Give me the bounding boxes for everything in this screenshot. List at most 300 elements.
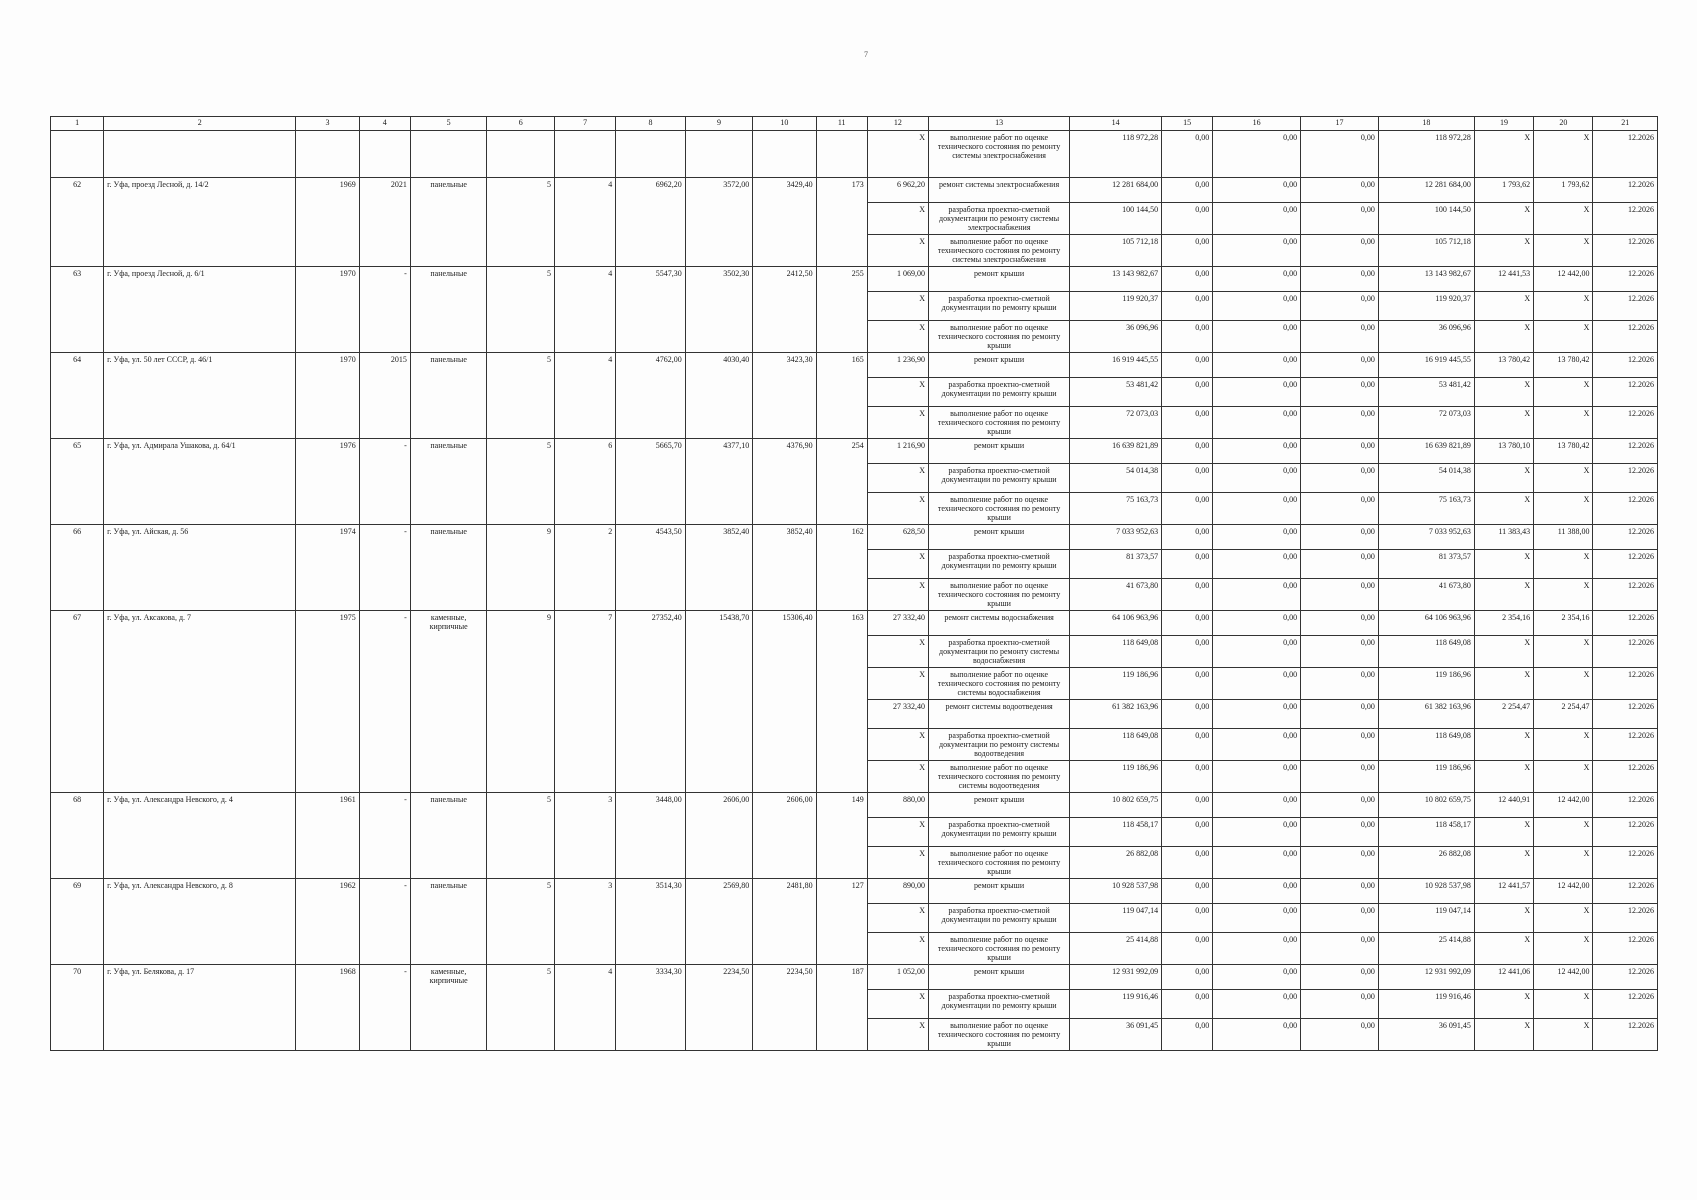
total-cost-cell: 100 144,50 — [1070, 203, 1162, 235]
work-type-cell: выполнение работ по оценке технического состояния по ремонту крыши — [929, 847, 1070, 879]
unit-cost-limit-cell: X — [1534, 321, 1593, 353]
residential-area-cell: 2606,00 — [753, 793, 816, 879]
unit-cost-limit-cell: X — [1534, 729, 1593, 761]
municipal-cell: 0,00 — [1301, 203, 1379, 235]
unit-cost-limit-cell: X — [1534, 292, 1593, 321]
fund-cell: 0,00 — [1162, 267, 1213, 292]
fund-cell: 0,00 — [1162, 407, 1213, 439]
table-row — [51, 879, 1658, 904]
total-cost-cell: 53 481,42 — [1070, 378, 1162, 407]
unit-cost-limit-cell: X — [1534, 636, 1593, 668]
total-area-cell: 5665,70 — [616, 439, 686, 525]
table-row — [51, 525, 1658, 550]
wall-material-cell: панельные — [410, 353, 487, 439]
address-cell: г. Уфа, ул. Айская, д. 56 — [104, 525, 296, 611]
row-number-cell: 70 — [51, 965, 104, 1051]
work-type-cell: ремонт системы водоотведения — [929, 700, 1070, 729]
empty-cell — [359, 131, 410, 178]
floors-cell: 5 — [487, 965, 554, 1051]
fund-cell: 0,00 — [1162, 761, 1213, 793]
municipal-cell: 0,00 — [1301, 378, 1379, 407]
column-number-header: 20 — [1534, 117, 1593, 131]
premises-area-cell: 2234,50 — [685, 965, 752, 1051]
owners-funds-cell: 54 014,38 — [1378, 464, 1474, 493]
municipal-cell: 0,00 — [1301, 933, 1379, 965]
total-area-cell: 6962,20 — [616, 178, 686, 267]
unit-cost-limit-cell: 12 442,00 — [1534, 879, 1593, 904]
municipal-cell: 0,00 — [1301, 131, 1379, 178]
column-number-header: 9 — [685, 117, 752, 131]
column-number-header: 14 — [1070, 117, 1162, 131]
residents-cell: 255 — [816, 267, 867, 353]
work-volume-cell: X — [867, 668, 928, 700]
premises-area-cell: 15438,70 — [685, 611, 752, 793]
premises-area-cell: 4030,40 — [685, 353, 752, 439]
municipal-cell: 0,00 — [1301, 847, 1379, 879]
work-volume-cell: X — [867, 464, 928, 493]
total-cost-cell: 13 143 982,67 — [1070, 267, 1162, 292]
work-volume-cell: X — [867, 579, 928, 611]
column-number-header: 10 — [753, 117, 816, 131]
budget-cell: 0,00 — [1213, 267, 1301, 292]
row-number-cell: 63 — [51, 267, 104, 353]
total-area-cell: 3334,30 — [616, 965, 686, 1051]
column-number-header: 6 — [487, 117, 554, 131]
column-number-row — [51, 117, 1658, 131]
work-volume-cell: 1 236,90 — [867, 353, 928, 378]
address-cell: г. Уфа, ул. Белякова, д. 17 — [104, 965, 296, 1051]
unit-cost-cell: X — [1474, 378, 1533, 407]
owners-funds-cell: 16 639 821,89 — [1378, 439, 1474, 464]
column-number-header: 3 — [296, 117, 359, 131]
column-number-header: 4 — [359, 117, 410, 131]
total-cost-cell: 36 096,96 — [1070, 321, 1162, 353]
work-volume-cell: X — [867, 1019, 928, 1051]
last-repair-year-cell: - — [359, 267, 410, 353]
residential-area-cell: 4376,90 — [753, 439, 816, 525]
work-type-cell: разработка проектно-сметной документации по ремонту крыши — [929, 292, 1070, 321]
fund-cell: 0,00 — [1162, 203, 1213, 235]
unit-cost-cell: 12 441,53 — [1474, 267, 1533, 292]
entrances-cell: 4 — [554, 965, 615, 1051]
deadline-cell: 12.2026 — [1593, 292, 1658, 321]
build-year-cell: 1968 — [296, 965, 359, 1051]
address-cell: г. Уфа, ул. Александра Невского, д. 8 — [104, 879, 296, 965]
work-volume-cell: X — [867, 818, 928, 847]
budget-cell: 0,00 — [1213, 493, 1301, 525]
residents-cell: 163 — [816, 611, 867, 793]
owners-funds-cell: 10 928 537,98 — [1378, 879, 1474, 904]
unit-cost-cell: 13 780,42 — [1474, 353, 1533, 378]
fund-cell: 0,00 — [1162, 439, 1213, 464]
municipal-cell: 0,00 — [1301, 267, 1379, 292]
residents-cell: 254 — [816, 439, 867, 525]
work-volume-cell: X — [867, 493, 928, 525]
wall-material-cell: панельные — [410, 267, 487, 353]
work-type-cell: ремонт крыши — [929, 525, 1070, 550]
work-type-cell: разработка проектно-сметной документации по ремонту крыши — [929, 904, 1070, 933]
fund-cell: 0,00 — [1162, 904, 1213, 933]
total-cost-cell: 118 972,28 — [1070, 131, 1162, 178]
deadline-cell: 12.2026 — [1593, 990, 1658, 1019]
entrances-cell: 4 — [554, 178, 615, 267]
total-cost-cell: 41 673,80 — [1070, 579, 1162, 611]
work-type-cell: разработка проектно-сметной документации по ремонту крыши — [929, 818, 1070, 847]
budget-cell: 0,00 — [1213, 1019, 1301, 1051]
work-type-cell: ремонт крыши — [929, 793, 1070, 818]
deadline-cell: 12.2026 — [1593, 550, 1658, 579]
row-number-cell: 65 — [51, 439, 104, 525]
premises-area-cell: 3852,40 — [685, 525, 752, 611]
municipal-cell: 0,00 — [1301, 464, 1379, 493]
deadline-cell: 12.2026 — [1593, 818, 1658, 847]
total-area-cell: 4543,50 — [616, 525, 686, 611]
work-volume-cell: X — [867, 729, 928, 761]
unit-cost-limit-cell: 11 388,00 — [1534, 525, 1593, 550]
column-number-header: 11 — [816, 117, 867, 131]
residents-cell: 127 — [816, 879, 867, 965]
budget-cell: 0,00 — [1213, 321, 1301, 353]
municipal-cell: 0,00 — [1301, 761, 1379, 793]
work-volume-cell: 628,50 — [867, 525, 928, 550]
work-type-cell: ремонт системы электроснабжения — [929, 178, 1070, 203]
work-volume-cell: X — [867, 321, 928, 353]
floors-cell: 5 — [487, 267, 554, 353]
total-cost-cell: 118 458,17 — [1070, 818, 1162, 847]
municipal-cell: 0,00 — [1301, 729, 1379, 761]
municipal-cell: 0,00 — [1301, 611, 1379, 636]
budget-cell: 0,00 — [1213, 353, 1301, 378]
budget-cell: 0,00 — [1213, 793, 1301, 818]
budget-cell: 0,00 — [1213, 611, 1301, 636]
table-row — [51, 439, 1658, 464]
fund-cell: 0,00 — [1162, 933, 1213, 965]
unit-cost-cell: X — [1474, 636, 1533, 668]
total-cost-cell: 72 073,03 — [1070, 407, 1162, 439]
deadline-cell: 12.2026 — [1593, 636, 1658, 668]
table-row — [51, 267, 1658, 292]
unit-cost-limit-cell: 13 780,42 — [1534, 439, 1593, 464]
work-volume-cell: 1 216,90 — [867, 439, 928, 464]
owners-funds-cell: 119 186,96 — [1378, 668, 1474, 700]
owners-funds-cell: 118 458,17 — [1378, 818, 1474, 847]
unit-cost-limit-cell: X — [1534, 235, 1593, 267]
budget-cell: 0,00 — [1213, 235, 1301, 267]
address-cell: г. Уфа, ул. Аксакова, д. 7 — [104, 611, 296, 793]
work-volume-cell: X — [867, 203, 928, 235]
wall-material-cell: каменные, кирпичные — [410, 611, 487, 793]
deadline-cell: 12.2026 — [1593, 321, 1658, 353]
owners-funds-cell: 36 091,45 — [1378, 1019, 1474, 1051]
total-area-cell: 3448,00 — [616, 793, 686, 879]
column-number-header: 21 — [1593, 117, 1658, 131]
column-number-header: 12 — [867, 117, 928, 131]
residents-cell: 173 — [816, 178, 867, 267]
total-cost-cell: 64 106 963,96 — [1070, 611, 1162, 636]
deadline-cell: 12.2026 — [1593, 729, 1658, 761]
unit-cost-cell: X — [1474, 818, 1533, 847]
budget-cell: 0,00 — [1213, 579, 1301, 611]
work-volume-cell: X — [867, 407, 928, 439]
fund-cell: 0,00 — [1162, 178, 1213, 203]
owners-funds-cell: 118 649,08 — [1378, 636, 1474, 668]
fund-cell: 0,00 — [1162, 464, 1213, 493]
build-year-cell: 1962 — [296, 879, 359, 965]
owners-funds-cell: 61 382 163,96 — [1378, 700, 1474, 729]
deadline-cell: 12.2026 — [1593, 203, 1658, 235]
deadline-cell: 12.2026 — [1593, 668, 1658, 700]
work-type-cell: выполнение работ по оценке технического состояния по ремонту системы электроснабжения — [929, 235, 1070, 267]
budget-cell: 0,00 — [1213, 904, 1301, 933]
build-year-cell: 1975 — [296, 611, 359, 793]
column-number-header: 8 — [616, 117, 686, 131]
municipal-cell: 0,00 — [1301, 904, 1379, 933]
address-cell: г. Уфа, проезд Лесной, д. 14/2 — [104, 178, 296, 267]
unit-cost-limit-cell: X — [1534, 818, 1593, 847]
budget-cell: 0,00 — [1213, 378, 1301, 407]
fund-cell: 0,00 — [1162, 965, 1213, 990]
fund-cell: 0,00 — [1162, 321, 1213, 353]
work-volume-cell: X — [867, 550, 928, 579]
entrances-cell: 4 — [554, 267, 615, 353]
owners-funds-cell: 119 047,14 — [1378, 904, 1474, 933]
unit-cost-cell: X — [1474, 493, 1533, 525]
total-area-cell: 27352,40 — [616, 611, 686, 793]
unit-cost-cell: X — [1474, 292, 1533, 321]
empty-cell — [410, 131, 487, 178]
deadline-cell: 12.2026 — [1593, 493, 1658, 525]
work-type-cell: ремонт крыши — [929, 353, 1070, 378]
wall-material-cell: панельные — [410, 525, 487, 611]
unit-cost-cell: X — [1474, 847, 1533, 879]
unit-cost-cell: X — [1474, 321, 1533, 353]
municipal-cell: 0,00 — [1301, 700, 1379, 729]
total-area-cell: 5547,30 — [616, 267, 686, 353]
unit-cost-limit-cell: 12 442,00 — [1534, 965, 1593, 990]
column-number-header: 18 — [1378, 117, 1474, 131]
empty-cell — [816, 131, 867, 178]
unit-cost-limit-cell: X — [1534, 550, 1593, 579]
column-number-header: 1 — [51, 117, 104, 131]
page-number: 7 — [864, 50, 868, 59]
unit-cost-limit-cell: X — [1534, 493, 1593, 525]
unit-cost-cell: 1 793,62 — [1474, 178, 1533, 203]
deadline-cell: 12.2026 — [1593, 700, 1658, 729]
unit-cost-cell: 13 780,10 — [1474, 439, 1533, 464]
budget-cell: 0,00 — [1213, 990, 1301, 1019]
build-year-cell: 1961 — [296, 793, 359, 879]
work-type-cell: разработка проектно-сметной документации по ремонту крыши — [929, 990, 1070, 1019]
unit-cost-limit-cell: X — [1534, 1019, 1593, 1051]
work-type-cell: разработка проектно-сметной документации по ремонту системы водоснабжения — [929, 636, 1070, 668]
address-cell: г. Уфа, ул. Александра Невского, д. 4 — [104, 793, 296, 879]
unit-cost-cell: X — [1474, 550, 1533, 579]
empty-cell — [554, 131, 615, 178]
residents-cell: 162 — [816, 525, 867, 611]
municipal-cell: 0,00 — [1301, 990, 1379, 1019]
unit-cost-cell: 12 440,91 — [1474, 793, 1533, 818]
total-cost-cell: 75 163,73 — [1070, 493, 1162, 525]
wall-material-cell: каменные, кирпичные — [410, 965, 487, 1051]
work-volume-cell: X — [867, 292, 928, 321]
municipal-cell: 0,00 — [1301, 178, 1379, 203]
entrances-cell: 2 — [554, 525, 615, 611]
deadline-cell: 12.2026 — [1593, 525, 1658, 550]
work-volume-cell: X — [867, 235, 928, 267]
row-number-cell: 67 — [51, 611, 104, 793]
premises-area-cell: 2569,80 — [685, 879, 752, 965]
table-body — [51, 117, 1658, 1051]
empty-cell — [51, 131, 104, 178]
unit-cost-limit-cell: 13 780,42 — [1534, 353, 1593, 378]
work-type-cell: выполнение работ по оценке технического состояния по ремонту крыши — [929, 579, 1070, 611]
address-cell: г. Уфа, ул. Адмирала Ушакова, д. 64/1 — [104, 439, 296, 525]
column-number-header: 17 — [1301, 117, 1379, 131]
owners-funds-cell: 105 712,18 — [1378, 235, 1474, 267]
total-cost-cell: 118 649,08 — [1070, 636, 1162, 668]
unit-cost-cell: 2 354,16 — [1474, 611, 1533, 636]
work-type-cell: выполнение работ по оценке технического состояния по ремонту крыши — [929, 933, 1070, 965]
residents-cell: 187 — [816, 965, 867, 1051]
unit-cost-limit-cell: X — [1534, 579, 1593, 611]
total-cost-cell: 119 920,37 — [1070, 292, 1162, 321]
premises-area-cell: 4377,10 — [685, 439, 752, 525]
unit-cost-limit-cell: 12 442,00 — [1534, 267, 1593, 292]
entrances-cell: 3 — [554, 793, 615, 879]
total-cost-cell: 16 919 445,55 — [1070, 353, 1162, 378]
budget-cell: 0,00 — [1213, 525, 1301, 550]
municipal-cell: 0,00 — [1301, 321, 1379, 353]
address-cell: г. Уфа, ул. 50 лет СССР, д. 46/1 — [104, 353, 296, 439]
total-cost-cell: 119 047,14 — [1070, 904, 1162, 933]
row-number-cell: 68 — [51, 793, 104, 879]
build-year-cell: 1970 — [296, 353, 359, 439]
budget-cell: 0,00 — [1213, 636, 1301, 668]
budget-cell: 0,00 — [1213, 131, 1301, 178]
deadline-cell: 12.2026 — [1593, 965, 1658, 990]
budget-cell: 0,00 — [1213, 407, 1301, 439]
unit-cost-cell: X — [1474, 407, 1533, 439]
floors-cell: 9 — [487, 525, 554, 611]
entrances-cell: 3 — [554, 879, 615, 965]
deadline-cell: 12.2026 — [1593, 904, 1658, 933]
work-type-cell: выполнение работ по оценке технического состояния по ремонту крыши — [929, 493, 1070, 525]
fund-cell: 0,00 — [1162, 235, 1213, 267]
work-type-cell: выполнение работ по оценке технического состояния по ремонту системы электроснабжения — [929, 131, 1070, 178]
owners-funds-cell: 53 481,42 — [1378, 378, 1474, 407]
total-cost-cell: 105 712,18 — [1070, 235, 1162, 267]
fund-cell: 0,00 — [1162, 668, 1213, 700]
premises-area-cell: 3572,00 — [685, 178, 752, 267]
residential-area-cell: 2234,50 — [753, 965, 816, 1051]
table-row — [51, 611, 1658, 636]
unit-cost-cell: 12 441,57 — [1474, 879, 1533, 904]
owners-funds-cell: 12 281 684,00 — [1378, 178, 1474, 203]
fund-cell: 0,00 — [1162, 525, 1213, 550]
work-type-cell: ремонт крыши — [929, 879, 1070, 904]
unit-cost-cell: X — [1474, 729, 1533, 761]
fund-cell: 0,00 — [1162, 818, 1213, 847]
deadline-cell: 12.2026 — [1593, 1019, 1658, 1051]
municipal-cell: 0,00 — [1301, 525, 1379, 550]
owners-funds-cell: 16 919 445,55 — [1378, 353, 1474, 378]
unit-cost-cell: X — [1474, 990, 1533, 1019]
work-volume-cell: X — [867, 933, 928, 965]
owners-funds-cell: 118 649,08 — [1378, 729, 1474, 761]
work-type-cell: выполнение работ по оценке технического состояния по ремонту системы водоснабжения — [929, 668, 1070, 700]
work-volume-cell: X — [867, 990, 928, 1019]
owners-funds-cell: 10 802 659,75 — [1378, 793, 1474, 818]
unit-cost-cell: X — [1474, 904, 1533, 933]
build-year-cell: 1970 — [296, 267, 359, 353]
fund-cell: 0,00 — [1162, 700, 1213, 729]
municipal-cell: 0,00 — [1301, 579, 1379, 611]
budget-cell: 0,00 — [1213, 965, 1301, 990]
unit-cost-limit-cell: X — [1534, 378, 1593, 407]
budget-cell: 0,00 — [1213, 700, 1301, 729]
deadline-cell: 12.2026 — [1593, 407, 1658, 439]
fund-cell: 0,00 — [1162, 579, 1213, 611]
work-volume-cell: X — [867, 904, 928, 933]
work-type-cell: ремонт крыши — [929, 965, 1070, 990]
total-cost-cell: 119 916,46 — [1070, 990, 1162, 1019]
floors-cell: 5 — [487, 439, 554, 525]
wall-material-cell: панельные — [410, 793, 487, 879]
deadline-cell: 12.2026 — [1593, 579, 1658, 611]
total-cost-cell: 118 649,08 — [1070, 729, 1162, 761]
work-type-cell: разработка проектно-сметной документации по ремонту крыши — [929, 378, 1070, 407]
entrances-cell: 7 — [554, 611, 615, 793]
table-row — [51, 178, 1658, 203]
owners-funds-cell: 75 163,73 — [1378, 493, 1474, 525]
row-number-cell: 69 — [51, 879, 104, 965]
premises-area-cell: 3502,30 — [685, 267, 752, 353]
work-type-cell: выполнение работ по оценке технического состояния по ремонту крыши — [929, 321, 1070, 353]
fund-cell: 0,00 — [1162, 378, 1213, 407]
total-cost-cell: 16 639 821,89 — [1070, 439, 1162, 464]
fund-cell: 0,00 — [1162, 493, 1213, 525]
budget-cell: 0,00 — [1213, 668, 1301, 700]
residential-area-cell: 2481,80 — [753, 879, 816, 965]
municipal-cell: 0,00 — [1301, 439, 1379, 464]
column-number-header: 19 — [1474, 117, 1533, 131]
municipal-cell: 0,00 — [1301, 668, 1379, 700]
municipal-cell: 0,00 — [1301, 965, 1379, 990]
owners-funds-cell: 119 920,37 — [1378, 292, 1474, 321]
column-number-header: 13 — [929, 117, 1070, 131]
unit-cost-cell: X — [1474, 668, 1533, 700]
unit-cost-cell: X — [1474, 203, 1533, 235]
fund-cell: 0,00 — [1162, 793, 1213, 818]
residential-area-cell: 3429,40 — [753, 178, 816, 267]
fund-cell: 0,00 — [1162, 729, 1213, 761]
last-repair-year-cell: 2015 — [359, 353, 410, 439]
budget-cell: 0,00 — [1213, 203, 1301, 235]
work-volume-cell: 890,00 — [867, 879, 928, 904]
empty-cell — [296, 131, 359, 178]
owners-funds-cell: 36 096,96 — [1378, 321, 1474, 353]
budget-cell: 0,00 — [1213, 464, 1301, 493]
unit-cost-limit-cell: X — [1534, 904, 1593, 933]
wall-material-cell: панельные — [410, 178, 487, 267]
total-cost-cell: 12 931 992,09 — [1070, 965, 1162, 990]
budget-cell: 0,00 — [1213, 761, 1301, 793]
municipal-cell: 0,00 — [1301, 1019, 1379, 1051]
floors-cell: 9 — [487, 611, 554, 793]
unit-cost-limit-cell: 12 442,00 — [1534, 793, 1593, 818]
repair-register-table — [50, 116, 1658, 1051]
fund-cell: 0,00 — [1162, 990, 1213, 1019]
